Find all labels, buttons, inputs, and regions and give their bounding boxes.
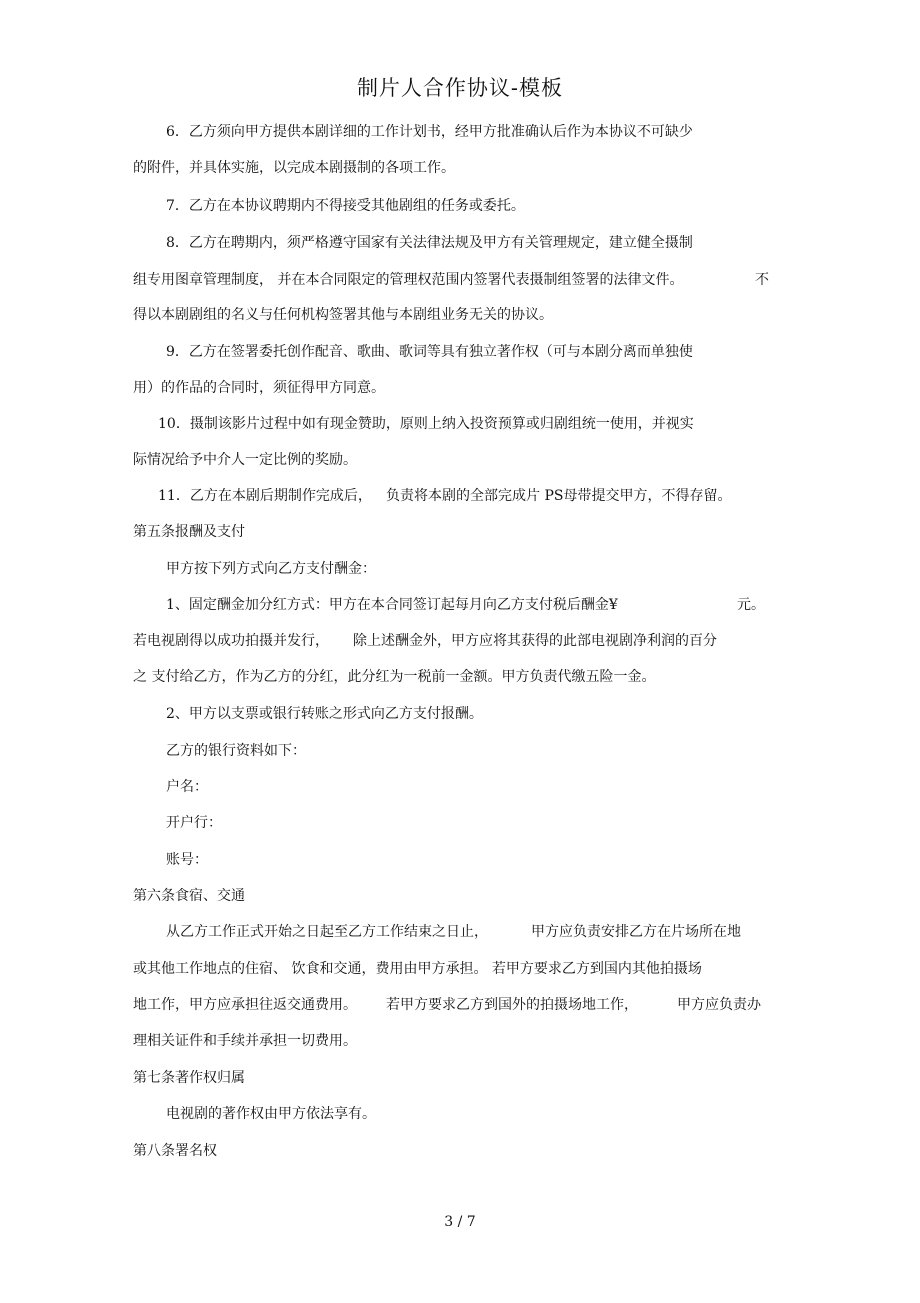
text-line: 负责将本剧的全部完成片 PS母带提交甲方，不得存留。	[386, 488, 732, 504]
text-line: 10．摄制该影片过程中如有现金赞助，原则上纳入投资预算或归剧组统一使用，并视实	[158, 416, 694, 432]
text-line: 甲方应负责办	[677, 997, 761, 1013]
text-line: 1、固定酬金加分红方式：甲方在本合同签订起每月向乙方支付税后酬金¥	[166, 597, 618, 613]
text-line: 若甲方要求乙方到国外的拍摄场地工作，	[386, 997, 638, 1013]
text-line: 乙方的银行资料如下：	[166, 743, 306, 759]
text-line: 不	[755, 272, 769, 288]
text-line: 9．乙方在签署委托创作配音、歌曲、歌词等具有独立著作权（可与本剧分离而单独使	[166, 344, 693, 360]
text-line: 得以本剧剧组的名义与任何机构签署其他与本剧组业务无关的协议。	[133, 307, 553, 323]
section-heading: 第七条著作权归属	[133, 1070, 245, 1086]
text-line: 的附件，并具体实施，以完成本剧摄制的各项工作。	[133, 160, 455, 176]
text-line: 11．乙方在本剧后期制作完成后，	[158, 488, 372, 504]
text-line: 用）的作品的合同时，须征得甲方同意。	[133, 380, 385, 396]
text-line: 组专用图章管理制度， 并在本合同限定的管理权范围内签署代表摄制组签署的法律文件。	[133, 272, 684, 288]
text-line: 之 支付给乙方，作为乙方的分红，此分红为一税前一金额。甲方负责代缴五险一金。	[133, 669, 656, 685]
text-line: 户名：	[166, 779, 208, 795]
document-title: 制片人合作协议-模板	[356, 76, 564, 100]
text-line: 甲方按下列方式向乙方支付酬金：	[166, 561, 376, 577]
text-line: 际情况给予中介人一定比例的奖励。	[133, 452, 357, 468]
text-line: 开户行：	[166, 815, 222, 831]
section-heading: 第六条食宿、交通	[133, 888, 245, 904]
text-line: 账号：	[166, 852, 208, 868]
section-heading: 第五条报酬及支付	[133, 524, 245, 540]
text-line: 甲方应负责安排乙方在片场所在地	[531, 924, 741, 940]
text-line: 除上述酬金外，甲方应将其获得的此部电视剧净利润的百分	[353, 633, 717, 649]
text-line: 从乙方工作正式开始之日起至乙方工作结束之日止，	[166, 924, 488, 940]
text-line: 2、甲方以支票或银行转账之形式向乙方支付报酬。	[166, 706, 483, 722]
text-line: 若电视剧得以成功拍摄并发行，	[133, 633, 329, 649]
section-heading: 第八条署名权	[133, 1143, 217, 1159]
text-line: 6．乙方须向甲方提供本剧详细的工作计划书，经甲方批准确认后作为本协议不可缺少	[166, 124, 693, 140]
text-line: 地工作，甲方应承担往返交通费用。	[133, 997, 357, 1013]
text-line: 理相关证件和手续并承担一切费用。	[133, 1033, 357, 1049]
page-number: 3 / 7	[444, 1214, 476, 1230]
text-line: 元。	[737, 597, 765, 613]
text-line: 8．乙方在聘期内，须严格遵守国家有关法律法规及甲方有关管理规定，建立健全摄制	[166, 235, 693, 251]
text-line: 或其他工作地点的住宿、 饮食和交通，费用由甲方承担。 若甲方要求乙方到国内其他拍摄场	[133, 961, 702, 977]
text-line: 电视剧的著作权由甲方依法享有。	[166, 1106, 376, 1122]
text-line: 7．乙方在本协议聘期内不得接受其他剧组的任务或委托。	[166, 198, 525, 214]
